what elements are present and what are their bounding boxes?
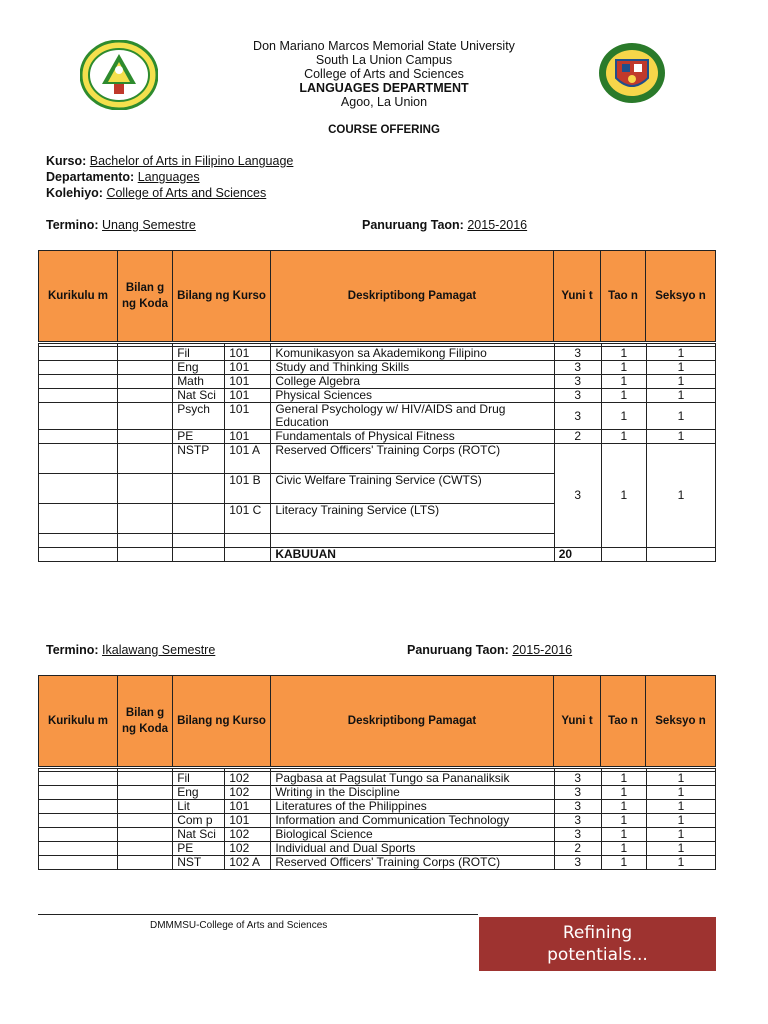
col-deskriptibo: Deskriptibong Pamagat [271, 251, 554, 341]
course-title: Writing in the Discipline [271, 786, 554, 800]
kurikulum-cell [39, 842, 118, 856]
sem2-taon-label: Panuruang Taon: [407, 643, 509, 657]
subject-code [173, 504, 225, 534]
year-level: 1 [601, 800, 646, 814]
koda-cell [118, 842, 173, 856]
kolehiyo-value: College of Arts and Sciences [106, 186, 267, 200]
table2-header [38, 675, 716, 767]
empty-cell [173, 548, 225, 562]
empty-cell [39, 548, 118, 562]
brand-banner [479, 917, 716, 971]
units: 3 [554, 347, 601, 361]
kurikulum-cell [39, 389, 118, 403]
kurikulum-cell [39, 800, 118, 814]
kurso-label: Kurso: [46, 154, 87, 168]
course-title: Reserved Officers' Training Corps (ROTC) [271, 444, 554, 474]
empty-cell [173, 534, 225, 548]
col-yunit: Yuni t [554, 676, 601, 766]
subject-code: Psych [173, 403, 225, 430]
col-taon: Tao n [601, 251, 646, 341]
units: 3 [554, 772, 601, 786]
nstp-row [39, 444, 716, 474]
course-title: Civic Welfare Training Service (CWTS) [271, 474, 554, 504]
course-number: 101 [225, 389, 271, 403]
table1-header [38, 250, 716, 342]
table-row [39, 828, 716, 842]
table2-body [38, 768, 716, 870]
subject-code: Fil [173, 772, 225, 786]
table-row [39, 786, 716, 800]
total-label: KABUUAN [271, 548, 554, 562]
units: 3 [554, 828, 601, 842]
course-number: 102 [225, 772, 271, 786]
section: 1 [646, 772, 715, 786]
year-level: 1 [601, 772, 646, 786]
koda-cell [118, 800, 173, 814]
subject-code: Math [173, 375, 225, 389]
course-number: 101 A [225, 444, 271, 474]
sem2-termino-value: Ikalawang Semestre [102, 643, 216, 657]
koda-cell [118, 828, 173, 842]
koda-cell [118, 347, 173, 361]
empty-cell [225, 534, 271, 548]
course-number: 102 [225, 786, 271, 800]
course-number: 101 C [225, 504, 271, 534]
location: Agoo, La Union [340, 95, 428, 109]
col-seksyon: Seksyo n [655, 290, 706, 302]
page-title: COURSE OFFERING [328, 124, 440, 136]
brand-line-2: potentials... [547, 945, 648, 965]
section: 1 [646, 444, 715, 548]
table-row [39, 772, 716, 786]
empty-cell [601, 548, 646, 562]
year-level: 1 [601, 403, 646, 430]
kolehiyo-line [46, 186, 266, 200]
kurikulum-cell [39, 504, 118, 534]
units: 3 [554, 800, 601, 814]
subject-code: PE [173, 842, 225, 856]
year-level: 1 [601, 814, 646, 828]
koda-cell [118, 504, 173, 534]
departamento-label: Departamento: [46, 170, 135, 184]
course-title: Study and Thinking Skills [271, 361, 554, 375]
subject-code: NSTP [173, 444, 225, 474]
course-title: Literacy Training Service (LTS) [271, 504, 554, 534]
subject-code: Com p [173, 814, 225, 828]
brand-line-1: Refining [562, 923, 633, 943]
year-level: 1 [601, 361, 646, 375]
subject-code: Nat Sci [173, 389, 225, 403]
units: 3 [554, 403, 601, 430]
footer-text: DMMMSU-College of Arts and Sciences [150, 920, 328, 931]
sem1-termino-value: Unang Semestre [102, 218, 196, 232]
sem2-termino-label: Termino: [46, 643, 99, 657]
section: 1 [646, 786, 715, 800]
sem1-taon-value: 2015-2016 [467, 218, 528, 232]
course-title: Information and Communication Technology [271, 814, 554, 828]
section: 1 [646, 389, 715, 403]
course-title: Individual and Dual Sports [271, 842, 554, 856]
col-bilang-kurso: Bilang ng Kurso [173, 251, 271, 341]
year-level: 1 [601, 444, 646, 548]
units: 3 [554, 856, 601, 870]
table1-body [38, 343, 716, 562]
koda-cell [118, 444, 173, 474]
sem1-termino-label: Termino: [46, 218, 99, 232]
kurikulum-cell [39, 403, 118, 430]
kurikulum-cell [39, 786, 118, 800]
course-title: Physical Sciences [271, 389, 554, 403]
table-row [39, 389, 716, 403]
units: 3 [554, 814, 601, 828]
koda-cell [118, 375, 173, 389]
kurikulum-cell [39, 814, 118, 828]
col-seksyon: Seksyo n [655, 715, 706, 727]
course-number: 101 [225, 814, 271, 828]
course-title: Fundamentals of Physical Fitness [271, 430, 554, 444]
year-level: 1 [601, 375, 646, 389]
kurikulum-cell [39, 347, 118, 361]
kurikulum-cell [39, 361, 118, 375]
col-yunit: Yuni t [554, 251, 601, 341]
koda-cell [118, 361, 173, 375]
sem2-taon-value: 2015-2016 [512, 643, 573, 657]
departamento-line [46, 170, 200, 184]
table-row [39, 842, 716, 856]
table-row [39, 814, 716, 828]
section: 1 [646, 800, 715, 814]
course-number: 101 B [225, 474, 271, 504]
table-row [39, 361, 716, 375]
section: 1 [646, 430, 715, 444]
subject-code: Fil [173, 347, 225, 361]
empty-cell [118, 548, 173, 562]
course-title: General Psychology w/ HIV/AIDS and Drug Education [271, 403, 554, 430]
course-title: Reserved Officers' Training Corps (ROTC) [271, 856, 554, 870]
empty-cell [646, 548, 715, 562]
kurso-value: Bachelor of Arts in Filipino Language [89, 154, 294, 168]
subject-code: PE [173, 430, 225, 444]
empty-cell [39, 534, 118, 548]
section: 1 [646, 403, 715, 430]
koda-cell [118, 786, 173, 800]
koda-cell [118, 856, 173, 870]
koda-cell [118, 814, 173, 828]
kurikulum-cell [39, 444, 118, 474]
year-level: 1 [601, 347, 646, 361]
koda-cell [118, 389, 173, 403]
course-number: 102 [225, 842, 271, 856]
course-number: 101 [225, 375, 271, 389]
units: 3 [554, 444, 601, 548]
table-row [39, 800, 716, 814]
section: 1 [646, 361, 715, 375]
table-row [39, 403, 716, 430]
subject-code: Eng [173, 786, 225, 800]
course-title: College Algebra [271, 375, 554, 389]
university-name: Don Mariano Marcos Memorial State University [253, 39, 515, 53]
table-row [39, 375, 716, 389]
kurso-line [46, 154, 293, 168]
sem1-taon [362, 218, 527, 232]
section: 1 [646, 375, 715, 389]
course-number: 101 [225, 800, 271, 814]
sem2-taon [407, 643, 572, 657]
section: 1 [646, 347, 715, 361]
year-level: 1 [601, 828, 646, 842]
kurikulum-cell [39, 772, 118, 786]
col-kurikulum: Kurikulu m [39, 251, 118, 341]
units: 3 [554, 375, 601, 389]
koda-cell [118, 403, 173, 430]
college-name: College of Arts and Sciences [304, 67, 464, 81]
kurikulum-cell [39, 430, 118, 444]
col-kurikulum: Kurikulu m [39, 676, 118, 766]
section: 1 [646, 814, 715, 828]
total-row [39, 548, 716, 562]
year-level: 1 [601, 389, 646, 403]
course-title: Komunikasyon sa Akademikong Filipino [271, 347, 554, 361]
subject-code: NST [173, 856, 225, 870]
table-row [39, 430, 716, 444]
sem1-termino [46, 218, 196, 232]
year-level: 1 [601, 856, 646, 870]
col-taon: Tao n [601, 676, 646, 766]
sem1-taon-label: Panuruang Taon: [362, 218, 464, 232]
units: 2 [554, 430, 601, 444]
section: 1 [646, 828, 715, 842]
subject-code [173, 474, 225, 504]
sem2-termino [46, 643, 215, 657]
kolehiyo-label: Kolehiyo: [46, 186, 103, 200]
subject-code: Lit [173, 800, 225, 814]
course-number: 102 A [225, 856, 271, 870]
kurikulum-cell [39, 828, 118, 842]
col-bilang-kurso: Bilang ng Kurso [173, 676, 271, 766]
empty-cell [225, 548, 271, 562]
departamento-value: Languages [137, 170, 200, 184]
subject-code: Eng [173, 361, 225, 375]
col-bilang-koda: Bilan g ng Koda [118, 676, 173, 766]
koda-cell [118, 474, 173, 504]
units: 3 [554, 389, 601, 403]
kurikulum-cell [39, 474, 118, 504]
kurikulum-cell [39, 856, 118, 870]
course-number: 101 [225, 347, 271, 361]
empty-cell [271, 534, 554, 548]
year-level: 1 [601, 842, 646, 856]
department-name: LANGUAGES DEPARTMENT [299, 81, 469, 95]
year-level: 1 [601, 430, 646, 444]
course-title: Biological Science [271, 828, 554, 842]
table-row [39, 347, 716, 361]
col-bilang-koda: Bilan g ng Koda [118, 251, 173, 341]
course-number: 102 [225, 828, 271, 842]
course-title: Pagbasa at Pagsulat Tungo sa Pananaliksik [271, 772, 554, 786]
empty-cell [118, 534, 173, 548]
section: 1 [646, 856, 715, 870]
section: 1 [646, 842, 715, 856]
course-title: Literatures of the Philippines [271, 800, 554, 814]
subject-code: Nat Sci [173, 828, 225, 842]
course-number: 101 [225, 430, 271, 444]
table-row [39, 856, 716, 870]
koda-cell [118, 430, 173, 444]
units: 3 [554, 786, 601, 800]
course-number: 101 [225, 361, 271, 375]
kurikulum-cell [39, 375, 118, 389]
campus-name: South La Union Campus [315, 53, 453, 67]
footer-divider [38, 914, 478, 915]
year-level: 1 [601, 786, 646, 800]
koda-cell [118, 772, 173, 786]
course-number: 101 [225, 403, 271, 430]
total-units: 20 [554, 548, 601, 562]
units: 2 [554, 842, 601, 856]
units: 3 [554, 361, 601, 375]
col-deskriptibo: Deskriptibong Pamagat [271, 676, 554, 766]
